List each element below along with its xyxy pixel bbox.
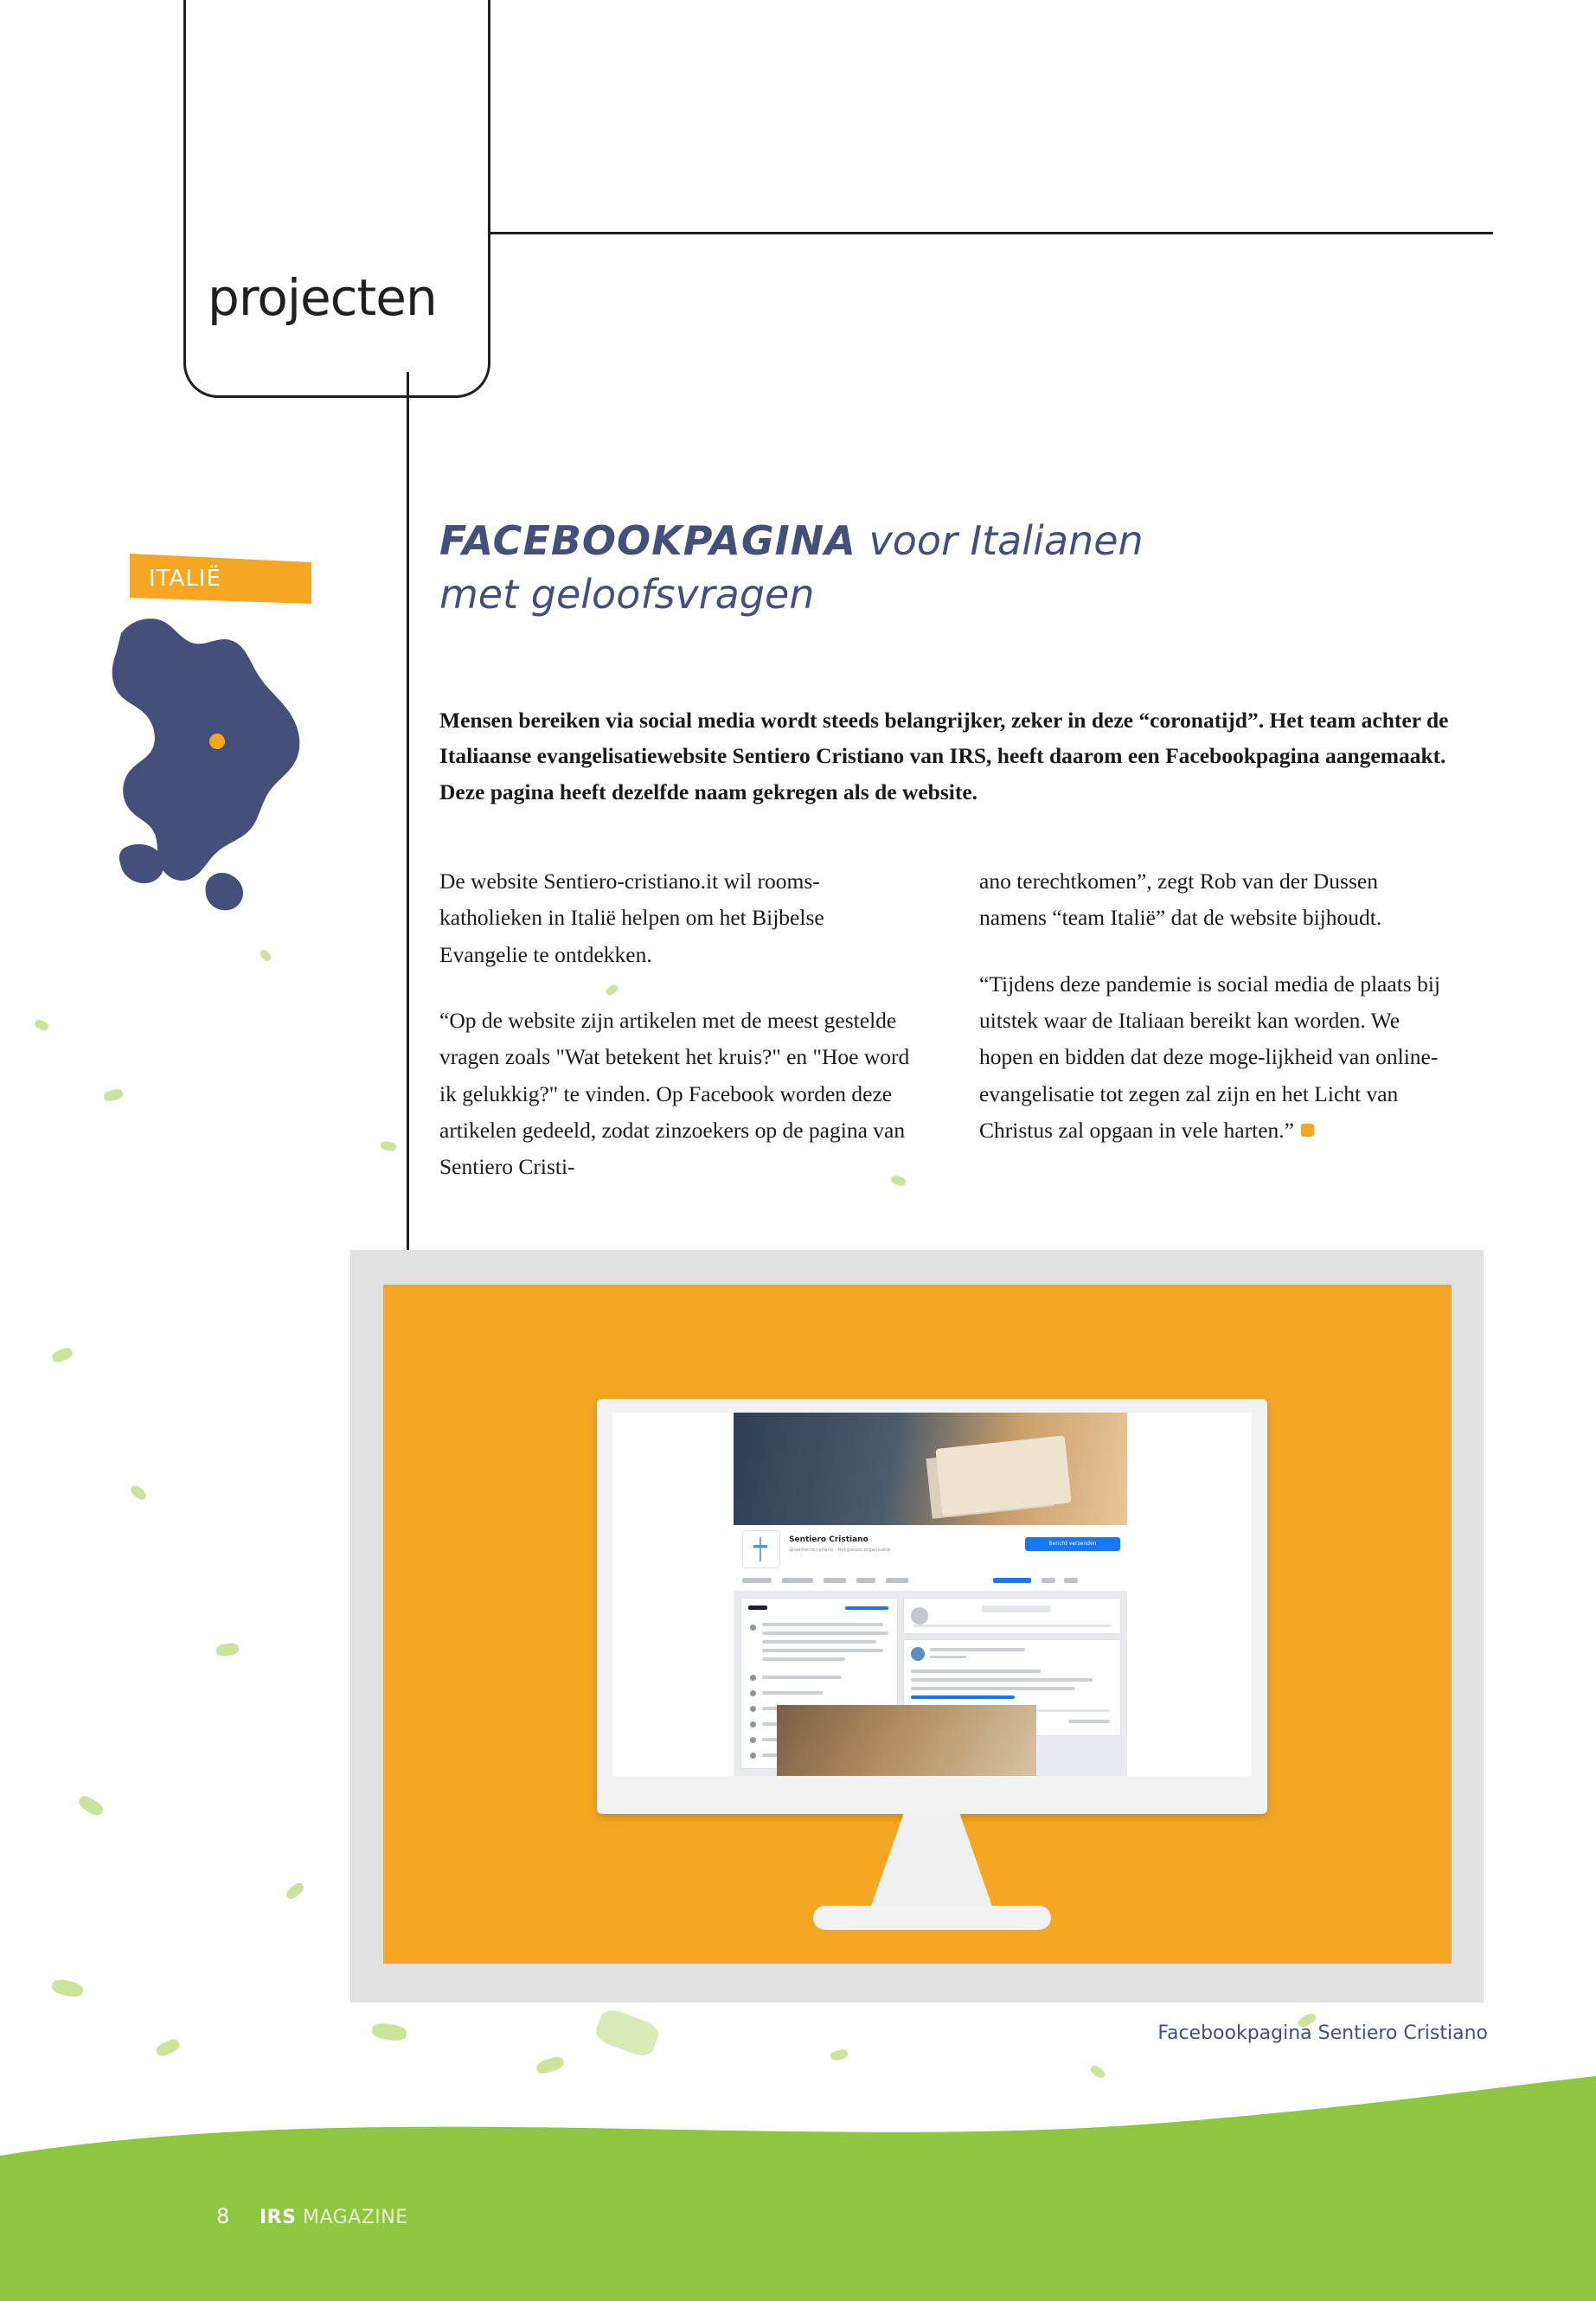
confetti-speck xyxy=(371,2022,407,2041)
footer-brand-rest: MAGAZINE xyxy=(296,2207,408,2228)
article-photo xyxy=(350,1250,1484,2003)
map-pin-icon xyxy=(209,734,225,749)
article-lead: Mensen bereiken via social media wordt steeds belangrijker, zeker in deze “coronatijd”. Het team achter de Italiaanse evangelisatiewebsite Sentiero Cristiano van IRS, heeft daarom een Facebookpagina aangemaakt. Deze pagina heeft dezelfde naam gekregen als de website. xyxy=(439,708,1449,804)
paragraph xyxy=(979,966,1451,1150)
confetti-speck xyxy=(76,1793,105,1818)
send-message-button[interactable] xyxy=(1025,1537,1120,1551)
paragraph: “Op de website zijn artikelen met de meest gestelde vragen zoals "Wat betekent het kruis?" en "Hoe word ik gelukkig?" te vinden. Op Facebook worden deze artikelen gedeeld, zodat zinzoekers op de pagina van Sentiero Cristi- xyxy=(439,1007,910,1180)
section-tab-label: projecten xyxy=(208,268,437,327)
confetti-speck xyxy=(154,2037,181,2059)
header-divider xyxy=(490,232,1493,234)
confetti-speck xyxy=(50,1346,74,1364)
facebook-page-category: @sentierocristiano · Religieuze organisatie xyxy=(789,1548,891,1553)
confetti-speck xyxy=(285,1881,306,1900)
country-badge-label: ITALIË xyxy=(149,566,221,592)
facebook-page-tabs[interactable] xyxy=(734,1572,1127,1592)
body-column-right xyxy=(979,863,1451,1178)
headline-light-2: met geloofsvragen xyxy=(439,571,815,619)
post-composer-card[interactable] xyxy=(903,1598,1121,1634)
confetti-speck xyxy=(593,2006,661,2060)
confetti-speck xyxy=(129,1484,148,1502)
confetti-speck xyxy=(259,948,272,963)
monitor-stand-neck xyxy=(868,1814,996,1916)
photo-caption: Facebookpagina Sentiero Cristiano xyxy=(1157,2022,1488,2044)
monitor-stand-base xyxy=(813,1906,1051,1930)
send-message-label: Bericht verzenden xyxy=(1048,1541,1097,1547)
monitor-graphic xyxy=(597,1399,1267,1814)
end-of-article-mark xyxy=(1301,1124,1314,1137)
facebook-page-header xyxy=(734,1525,1127,1573)
body-column-left xyxy=(439,863,911,1215)
article-headline xyxy=(439,514,1495,621)
post-image xyxy=(777,1705,1036,1776)
confetti-speck xyxy=(535,2054,565,2075)
page-number: 8 xyxy=(216,2204,230,2228)
footer-brand xyxy=(260,2207,408,2228)
page-avatar xyxy=(742,1530,780,1568)
paragraph-text: “Tijdens deze pandemie is social media de plaats bij uitstek waar de Italiaan bereikt kan worden. We hopen en bidden dat deze moge-lijkheid van online-evangelisatie tot zegen zal zijn en het Licht van Christus zal opgaan in vele harten.” xyxy=(979,971,1440,1143)
facebook-cover-photo xyxy=(734,1413,1127,1525)
photo-orange-background xyxy=(383,1285,1452,1964)
footer-wave xyxy=(0,2076,1596,2301)
confetti-speck xyxy=(380,1141,396,1152)
headline-bold: FACEBOOKPAGINA xyxy=(439,517,856,564)
italy-graphic xyxy=(87,545,372,934)
paragraph: De website Sentiero-cristiano.it wil rooms-katholieken in Italië helpen om het Bijbelse Evangelie te ontdekken. xyxy=(439,868,824,967)
facebook-page-name: Sentiero Cristiano xyxy=(789,1535,869,1544)
monitor-screen xyxy=(612,1413,1252,1776)
confetti-speck xyxy=(51,1977,85,1998)
italy-map-icon xyxy=(87,588,372,934)
paragraph: ano terechtkomen”, zegt Rob van der Dussen namens “team Italië” dat de website bijhoudt. xyxy=(979,868,1382,931)
headline-light-1: voor Italianen xyxy=(856,517,1144,564)
footer-brand-strong: IRS xyxy=(260,2207,297,2228)
confetti-speck xyxy=(34,1018,50,1032)
footer-wave-shape xyxy=(0,2076,1596,2301)
section-tab xyxy=(183,0,490,398)
confetti-speck xyxy=(830,2048,849,2061)
confetti-speck xyxy=(215,1642,240,1657)
column-divider xyxy=(407,372,409,1263)
confetti-speck xyxy=(103,1087,124,1102)
